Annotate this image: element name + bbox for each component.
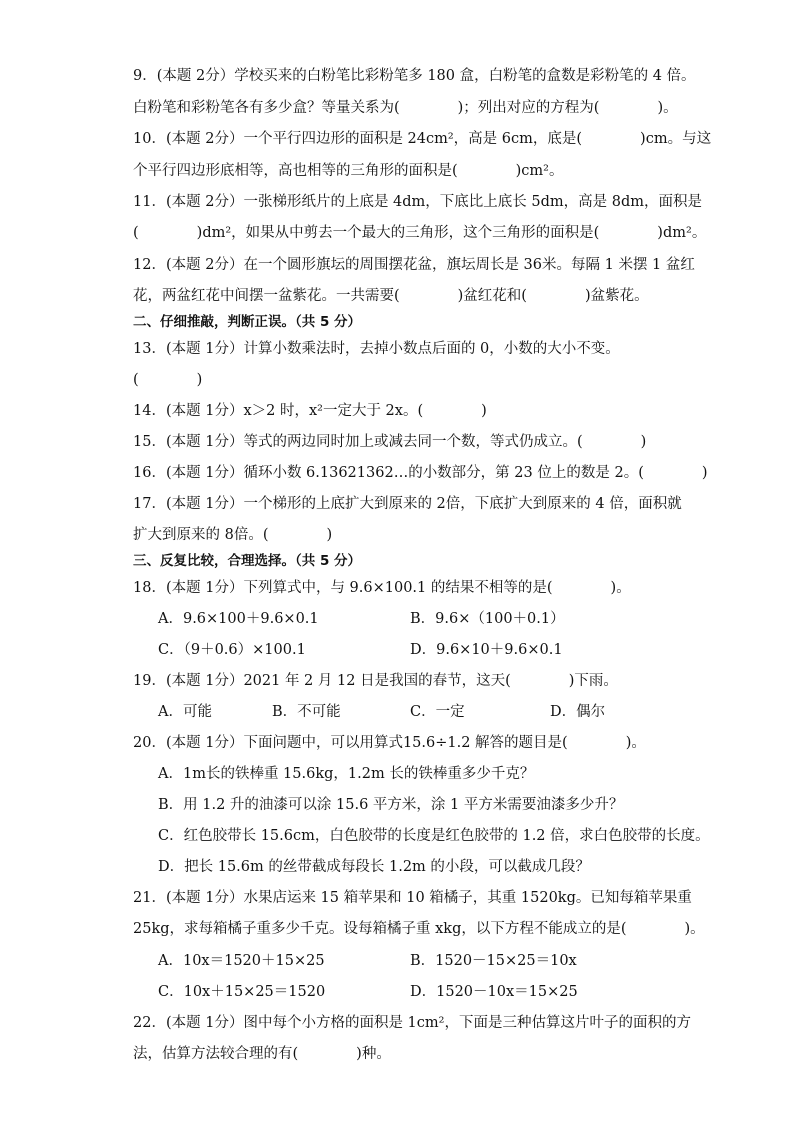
- q21-option-b: B．1520－15×25＝10x: [410, 953, 577, 969]
- section-title-judgement: 二、仔细推敲，判断正误。（共 5 分）: [133, 314, 362, 330]
- q18-option-a: A．9.6×100＋9.6×0.1: [158, 611, 319, 627]
- q9-line-1: 9．(本题 2分）学校买来的白粉笔比彩粉笔多 180 盒，白粉笔的盒数是彩粉笔的 4 倍。: [133, 68, 696, 84]
- q11-line-1: 11．(本题 2分）一张梯形纸片的上底是 4dm，下底比上底长 5dm，高是 8dm，面积是: [133, 194, 703, 210]
- q19-option-d: D．偶尔: [550, 704, 606, 720]
- q15-line: 15．(本题 1分）等式的两边同时加上或减去同一个数，等式仍成立。( ): [133, 434, 647, 450]
- q19-option-a: A．可能: [158, 704, 212, 720]
- section-title-choice: 三、反复比较，合理选择。（共 5 分）: [133, 553, 362, 569]
- q18-option-b: B．9.6×（100＋0.1）: [410, 611, 565, 627]
- q17-line-2: 扩大到原来的 8倍。( ): [133, 527, 333, 543]
- q20-option-c: C．红色胶带长 15.6cm，白色胶带的长度是红色胶带的 1.2 倍，求白色胶带的长度。: [158, 828, 710, 844]
- q18-line: 18．(本题 1分）下列算式中，与 9.6×100.1 的结果不相等的是( )。: [133, 580, 631, 596]
- q12-line-1: 12．(本题 2分）在一个圆形旗坛的周围摆花盆，旗坛周长是 36米。每隔 1 米摆 1 盆红: [133, 257, 695, 273]
- q9-line-2: 白粉笔和彩粉笔各有多少盒？等量关系为( )；列出对应的方程为( )。: [133, 100, 678, 116]
- q19-option-c: C．一定: [410, 704, 465, 720]
- q18-option-c: C．（9＋0.6）×100.1: [158, 642, 306, 658]
- q21-line-2: 25kg，求每箱橘子重多少千克。设每箱橘子重 xkg，以下方程不能成立的是( )。: [133, 921, 705, 937]
- q21-option-c: C．10x＋15×25＝1520: [158, 984, 326, 1000]
- q22-line-2: 法，估算方法较合理的有( )种。: [133, 1046, 391, 1062]
- q13-line-2: ( ): [133, 372, 203, 388]
- q17-line-1: 17．(本题 1分）一个梯形的上底扩大到原来的 2倍，下底扩大到原来的 4 倍，面积就: [133, 496, 682, 512]
- q11-line-2: ( )dm²，如果从中剪去一个最大的三角形，这个三角形的面积是( )dm²。: [133, 225, 707, 241]
- q21-option-d: D．1520－10x＝15×25: [410, 984, 578, 1000]
- q16-line: 16．(本题 1分）循环小数 6.13621362…的小数部分，第 23 位上的数是 2。( ): [133, 465, 708, 481]
- q19-line: 19．(本题 1分）2021 年 2 月 12 日是我国的春节，这天( )下雨。: [133, 673, 618, 689]
- q10-line-2: 个平行四边形底相等，高也相等的三角形的面积是( )cm²。: [133, 163, 564, 179]
- q21-line-1: 21．(本题 1分）水果店运来 15 箱苹果和 10 箱橘子，其重 1520kg。已知每箱苹果重: [133, 890, 692, 906]
- q22-line-1: 22．(本题 1分）图中每个小方格的面积是 1cm²，下面是三种估算这片叶子的面积的方: [133, 1015, 691, 1031]
- q19-option-b: B．不可能: [272, 704, 341, 720]
- q14-line: 14．(本题 1分）x＞2 时，x²一定大于 2x。( ): [133, 403, 487, 419]
- q20-line: 20．(本题 1分）下面问题中，可以用算式15.6÷1.2 解答的题目是( )。: [133, 735, 646, 751]
- q13-line-1: 13．(本题 1分）计算小数乘法时，去掉小数点后面的 0，小数的大小不变。: [133, 341, 620, 357]
- q20-option-a: A．1m长的铁棒重 15.6kg，1.2m 长的铁棒重多少千克？: [158, 766, 535, 782]
- q21-option-a: A．10x＝1520＋15×25: [158, 953, 325, 969]
- q20-option-b: B．用 1.2 升的油漆可以涂 15.6 平方米，涂 1 平方米需要油漆多少升？: [158, 797, 624, 813]
- q10-line-1: 10．(本题 2分）一个平行四边形的面积是 24cm²，高是 6cm，底是( )cm。与这: [133, 131, 712, 147]
- q18-option-d: D．9.6×10＋9.6×0.1: [410, 642, 563, 658]
- q20-option-d: D．把长 15.6m 的丝带截成每段长 1.2m 的小段，可以截成几段？: [158, 859, 590, 875]
- q12-line-2: 花，两盆红花中间摆一盆紫花。一共需要( )盆红花和( )盆紫花。: [133, 288, 649, 304]
